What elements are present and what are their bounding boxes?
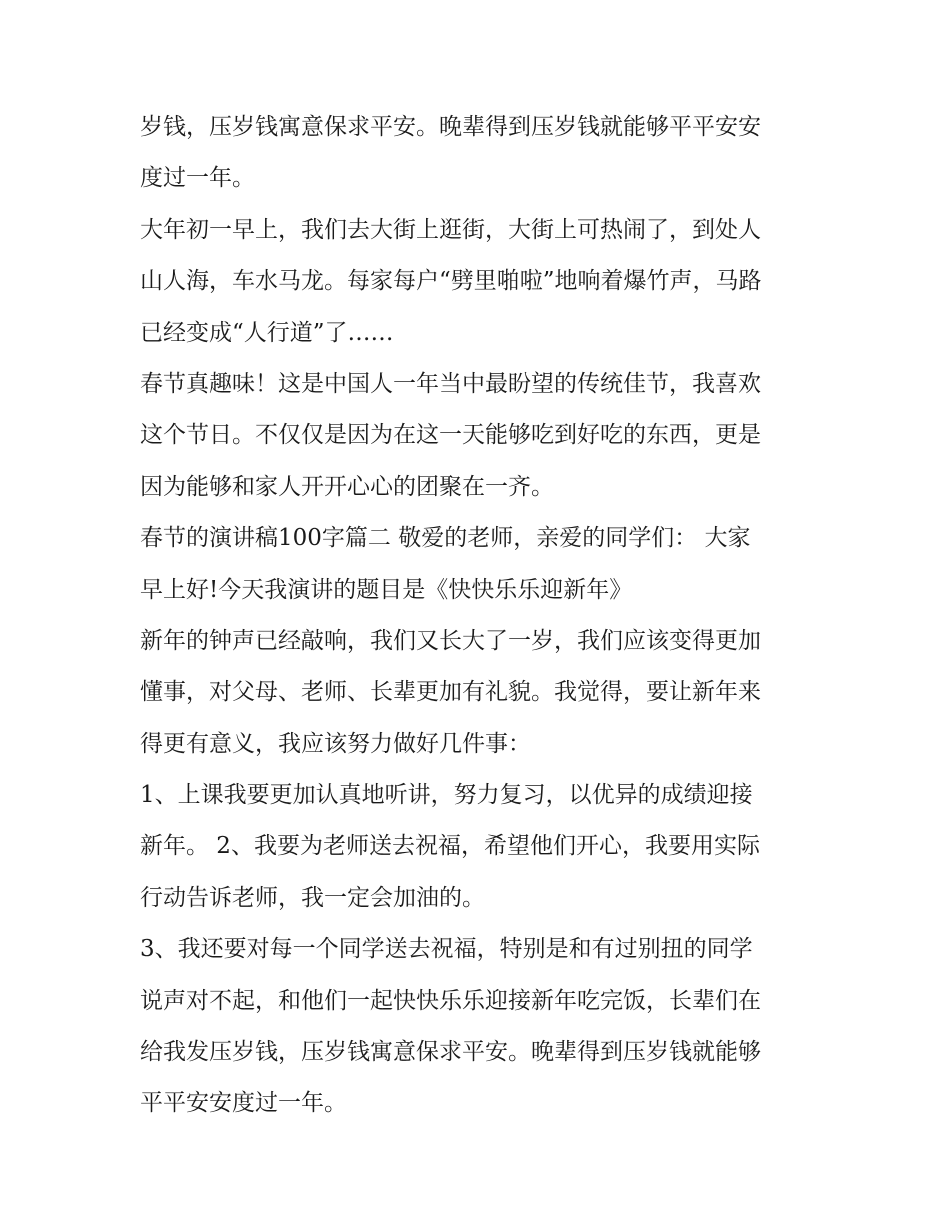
text-line: 行动告诉老师，我一定会加油的。 bbox=[140, 884, 485, 911]
text-line: 3、我还要对每一个同学送去祝福，特别是和有过别扭的同学 bbox=[140, 936, 753, 963]
paragraph-5 bbox=[140, 616, 812, 770]
text-line: 平平安安度过一年。 bbox=[140, 1090, 347, 1117]
paragraph-7 bbox=[140, 924, 812, 1130]
text-line: 说声对不起，和他们一起快快乐乐迎接新年吃完饭，长辈们在 bbox=[140, 987, 761, 1014]
text-line: 懂事，对父母、老师、长辈更加有礼貌。我觉得，要让新年来 bbox=[140, 679, 761, 706]
text-line: 春节的演讲稿100字篇二 敬爱的老师，亲爱的同学们： 大家 bbox=[140, 525, 751, 552]
text-line: 得更有意义，我应该努力做好几件事： bbox=[140, 730, 531, 757]
paragraph-4 bbox=[140, 513, 812, 616]
text-line: 大年初一早上，我们去大街上逛街，大街上可热闹了，到处人 bbox=[140, 216, 761, 243]
paragraph-3 bbox=[140, 359, 812, 513]
paragraph-2 bbox=[140, 205, 812, 359]
text-line: 岁钱，压岁钱寓意保求平安。晚辈得到压岁钱就能够平平安安 bbox=[140, 114, 761, 140]
document-body bbox=[140, 102, 812, 1130]
text-line: 新年的钟声已经敲响，我们又长大了一岁，我们应该变得更加 bbox=[140, 627, 761, 654]
text-line: 给我发压岁钱，压岁钱寓意保求平安。晚辈得到压岁钱就能够 bbox=[140, 1039, 761, 1066]
paragraph-6 bbox=[140, 770, 812, 924]
text-line: 因为能够和家人开开心心的团聚在一齐。 bbox=[140, 473, 554, 500]
text-line: 早上好!今天我演讲的题目是《快快乐乐迎新年》 bbox=[140, 576, 633, 603]
text-line: 这个节日。不仅仅是因为在这一天能够吃到好吃的东西，更是 bbox=[140, 422, 761, 449]
paragraph-1 bbox=[140, 102, 812, 205]
text-line: 度过一年。 bbox=[140, 165, 255, 192]
text-line: 新年。 2、我要为老师送去祝福，希望他们开心，我要用实际 bbox=[140, 833, 760, 860]
text-line: 山人海，车水马龙。每家每户“劈里啪啦”地响着爆竹声，马路 bbox=[140, 268, 762, 295]
text-line: 春节真趣味！这是中国人一年当中最盼望的传统佳节，我喜欢 bbox=[140, 370, 761, 397]
text-line: 已经变成“人行道”了…… bbox=[140, 319, 394, 346]
text-line: 1、上课我要更加认真地听讲，努力复习，以优异的成绩迎接 bbox=[140, 782, 753, 809]
